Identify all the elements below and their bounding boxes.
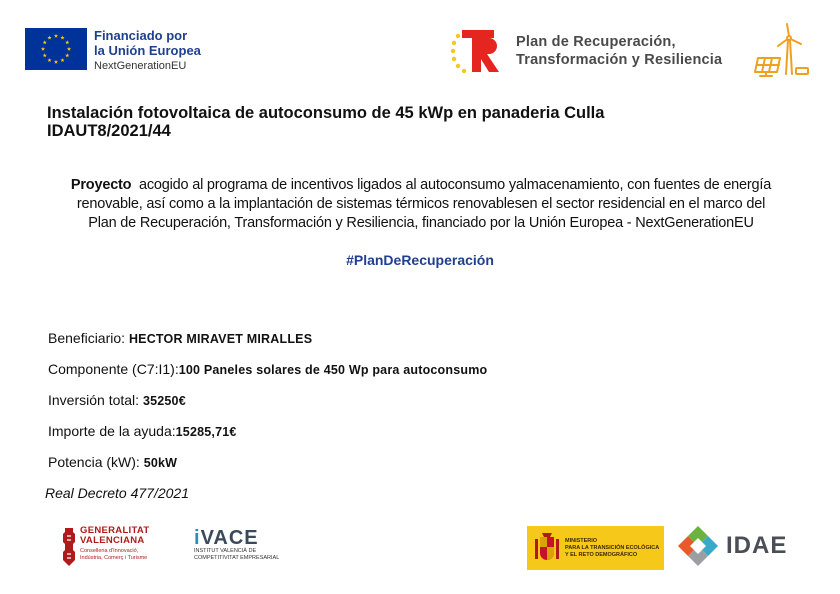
ivace-logo-text: VACE (200, 527, 259, 549)
description-line1-rest: acogido al programa de incentivos ligados al autoconsumo yalmacenamiento, con fuentes de energía (131, 177, 772, 193)
componente-label: Componente (C7:I1): (48, 361, 179, 377)
description-line3: Plan de Recuperación, Transformación y Resiliencia, financiado por la Unión Europea - NextGenerationEU (88, 215, 754, 231)
ivace-sub2: COMPETITIVITAT EMPRESARIAL (194, 555, 280, 561)
project-title-line1: Instalación fotovoltaica de autoconsumo de 45 kWp en panaderia Culla (47, 104, 605, 122)
ministerio-line3: Y EL RETO DEMOGRÁFICO (565, 551, 638, 558)
potencia-value: 50kW (143, 456, 178, 470)
description-line2: renovable, así como a la implantación de sistemas térmicos renovablesen el sector residencial en el marco del (76, 196, 766, 212)
inversion-value: 35250€ (142, 394, 186, 408)
importe-value: 15285,71€ (175, 425, 237, 439)
eu-funding-logo (25, 28, 201, 74)
ivace-logo-i: i (194, 527, 201, 549)
ivace-logo (194, 528, 279, 562)
componente-value: 100 Paneles solares de 450 Wp para autoconsumo (178, 363, 488, 377)
real-decreto: Real Decreto 477/2021 (45, 485, 189, 501)
beneficiario-label: Beneficiario: (48, 330, 126, 346)
gva-line4: Indústria, Comerç i Turisme (80, 555, 148, 561)
project-code: IDAUT8/2021/44 (47, 122, 171, 140)
beneficiario-value: HECTOR MIRAVET MIRALLES (128, 332, 313, 346)
eu-text-line3: NextGenerationEU (94, 60, 187, 72)
ministerio-transicion-logo (527, 526, 664, 570)
eu-star-icon (54, 34, 58, 38)
plan-text-line1: Plan de Recuperación, (516, 34, 676, 50)
importe-row (48, 423, 237, 439)
plan-recuperacion-logo (450, 26, 722, 76)
eu-star-icon (60, 36, 64, 40)
eu-star-icon (54, 60, 58, 64)
componente-row (48, 361, 487, 377)
beneficiario-row (48, 330, 312, 346)
ivace-sub1: INSTITUT VALENCIÀ DE (194, 548, 257, 554)
eu-text-line2: la Unión Europea (94, 43, 201, 58)
inversion-row (48, 392, 186, 408)
potencia-row (48, 454, 177, 470)
potencia-label: Potencia (kW): (48, 454, 140, 470)
idae-logo (676, 524, 787, 568)
idae-emblem-icon (676, 524, 720, 568)
eu-text-line1: Financiado por (94, 28, 188, 43)
hashtag: #PlanDeRecuperación (346, 252, 494, 268)
wind-solar-energy-icon (752, 22, 810, 80)
generalitat-valenciana-logo (62, 526, 149, 566)
ministerio-line2: PARA LA TRANSICIÓN ECOLÓGICA (565, 544, 660, 551)
idae-text: IDAE (726, 532, 788, 559)
spain-coat-of-arms-icon (533, 531, 561, 565)
eu-star-icon (43, 53, 47, 57)
eu-star-icon (47, 58, 51, 62)
eu-flag-icon (25, 28, 87, 70)
prtr-emblem-icon (450, 26, 504, 76)
importe-label: Importe de la ayuda: (48, 423, 176, 439)
project-description (40, 176, 802, 233)
gva-line2: VALENCIANA (80, 535, 145, 546)
inversion-label: Inversión total: (48, 392, 140, 408)
eu-star-icon (67, 47, 71, 51)
plan-text-line2: Transformación y Resiliencia (516, 52, 723, 68)
ministerio-line1: MINISTERIO (565, 537, 598, 544)
eu-star-icon (65, 40, 69, 44)
eu-star-icon (47, 36, 51, 40)
description-lead: Proyecto (70, 177, 132, 193)
gva-emblem-icon (62, 526, 76, 566)
eu-star-icon (41, 47, 45, 51)
eu-star-icon (65, 53, 69, 57)
eu-star-icon (60, 58, 64, 62)
gva-line3: Conselleria d'Innovació, (80, 548, 139, 554)
gva-line1: GENERALITAT (80, 525, 150, 536)
project-title (47, 104, 604, 140)
description-line1 (40, 176, 802, 195)
eu-star-icon (43, 40, 47, 44)
